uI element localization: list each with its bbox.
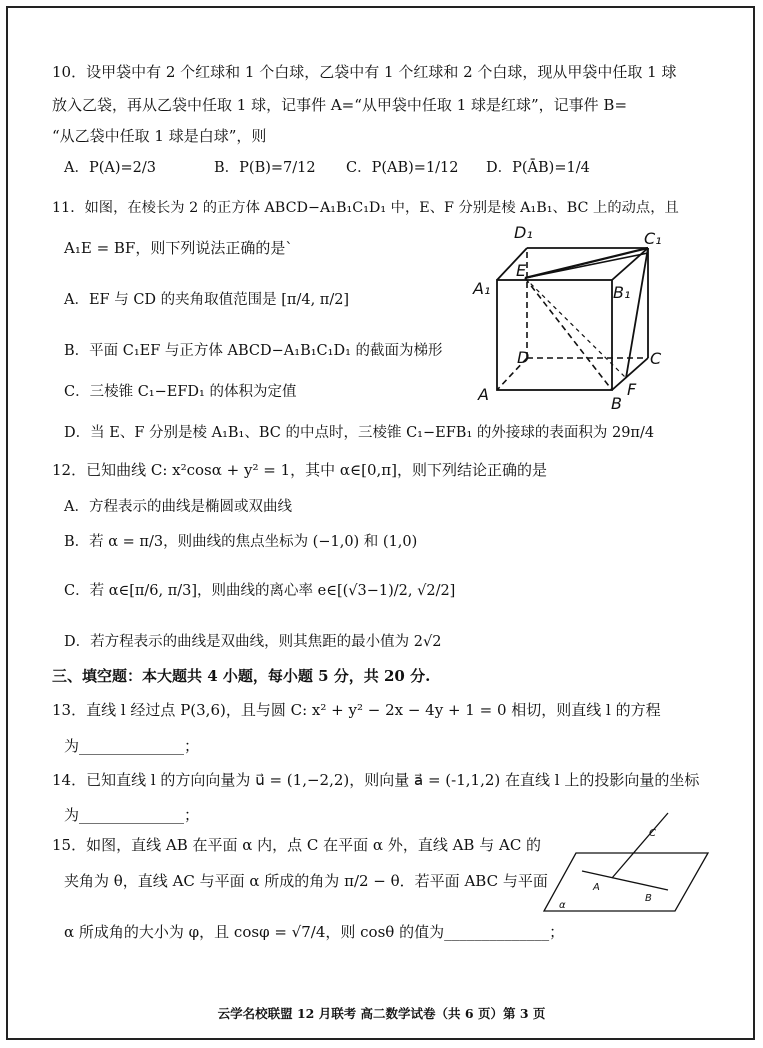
q15-line2: 夹角为 θ，直线 AC 与平面 α 所成的角为 π/2 − θ．若平面 ABC 与平面 — [64, 872, 548, 890]
q10-option-d: D．P(ĀB)=1/4 — [486, 160, 590, 176]
q12-option-b: B．若 α = π/3，则曲线的焦点坐标为 (−1,0) 和 (1,0) — [64, 534, 418, 550]
q10-option-b: B．P(B)=7/12 — [214, 160, 316, 176]
section-3-title: 三、填空题：本大题共 4 小题，每小题 5 分，共 20 分. — [52, 667, 431, 685]
page-footer: 云学名校联盟 12 月联考 高二数学试卷（共 6 页）第 3 页 — [217, 1006, 546, 1021]
label-alpha-plane: α — [559, 900, 566, 911]
plane-figure — [540, 808, 720, 918]
q11-line2: A₁E = BF，则下列说法正确的是` — [64, 239, 293, 257]
q11-option-c: C．三棱锥 C₁−EFD₁ 的体积为定值 — [64, 384, 297, 400]
q14-line2: 为______________； — [64, 806, 200, 824]
q15-line3: α 所成角的大小为 φ，且 cosφ = √7/4，则 cosθ 的值为______________； — [64, 923, 565, 941]
q10-line2: 放入乙袋，再从乙袋中任取 1 球，记事件 A=“从甲袋中任取 1 球是红球”，记事件 B= — [52, 96, 628, 114]
label-b: B — [611, 394, 622, 413]
q11-option-b: B．平面 C₁EF 与正方体 ABCD−A₁B₁C₁D₁ 的截面为梯形 — [64, 343, 443, 359]
q10-line1: 10．设甲袋中有 2 个红球和 1 个白球，乙袋中有 1 个红球和 2 个白球，现从甲袋中任取 1 球 — [52, 63, 677, 81]
label-d1: D₁ — [514, 223, 533, 242]
label-e: E — [516, 261, 527, 280]
label-a: A — [478, 385, 489, 404]
q11-option-d: D．当 E、F 分别是棱 A₁B₁、BC 的中点时，三棱锥 C₁−EFB₁ 的外接球的表面积为 29π/4 — [64, 425, 655, 441]
label-b-plane: B — [645, 893, 652, 904]
label-d: D — [517, 348, 530, 367]
q13-line1: 13．直线 l 经过点 P(3,6)，且与圆 C: x² + y² − 2x − 4y + 1 = 0 相切，则直线 l 的方程 — [52, 701, 661, 719]
label-c1: C₁ — [644, 229, 662, 248]
q14-line1: 14．已知直线 l 的方向向量为 u⃗ = (1,−2,2)，则向量 a⃗ = (-1,1,2) 在直线 l 上的投影向量的坐标 — [52, 771, 700, 789]
label-b1: B₁ — [613, 283, 631, 302]
label-a-plane: A — [593, 882, 600, 893]
label-a1: A₁ — [473, 279, 491, 298]
label-c: C — [650, 349, 662, 368]
q11-line1: 11．如图，在棱长为 2 的正方体 ABCD−A₁B₁C₁D₁ 中，E、F 分别是棱 A₁B₁、BC 上的动点，且 — [52, 200, 679, 216]
q12-option-d: D．若方程表示的曲线是双曲线，则其焦距的最小值为 2√2 — [64, 634, 442, 650]
q12-option-c: C．若 α∈[π/6, π/3]，则曲线的离心率 e∈[(√3−1)/2, √2/2] — [64, 583, 456, 599]
q11-option-a: A．EF 与 CD 的夹角取值范围是 [π/4, π/2] — [64, 292, 350, 308]
q12-option-a: A．方程表示的曲线是椭圆或双曲线 — [64, 499, 292, 515]
q15-line1: 15．如图，直线 AB 在平面 α 内，点 C 在平面 α 外，直线 AB 与 AC 的 — [52, 836, 542, 854]
cube-figure — [470, 218, 685, 413]
label-c-plane: C — [649, 828, 656, 839]
q10-option-a: A．P(A)=2/3 — [64, 160, 156, 176]
q10-line3: “从乙袋中任取 1 球是白球”，则 — [52, 127, 267, 145]
q13-line2: 为______________； — [64, 737, 200, 755]
q12-line1: 12．已知曲线 C: x²cosα + y² = 1，其中 α∈[0,π]，则下列结论正确的是 — [52, 461, 548, 479]
q10-option-c: C．P(AB)=1/12 — [346, 160, 459, 176]
label-f: F — [627, 380, 637, 399]
